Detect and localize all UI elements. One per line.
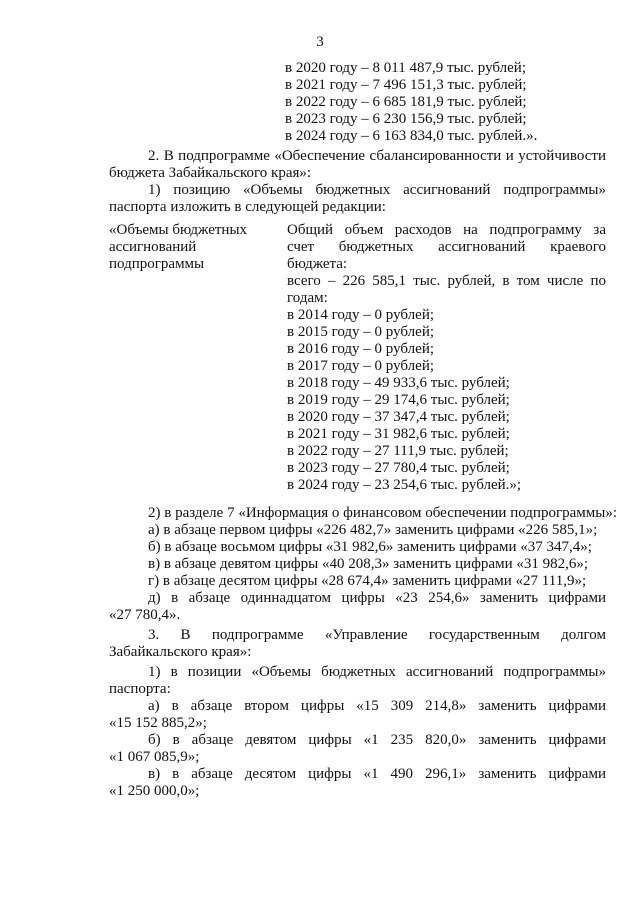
item2-sub2-d-cont: «27 780,4». (109, 607, 181, 623)
item2-heading-cont: бюджета Забайкальского края»: (109, 165, 312, 181)
passport-label: подпрограммы (109, 256, 205, 272)
top-year-line: в 2024 году – 6 163 834,0 тыс. рублей.». (285, 128, 538, 144)
top-year-line: в 2021 году – 7 496 151,3 тыс. рублей; (285, 77, 527, 93)
item2-sub2-g: г) в абзаце десятом цифры «28 674,4» заменить цифрами «27 111,9»; (148, 573, 587, 589)
item3-heading-cont: Забайкальского края»: (109, 644, 252, 660)
passport-year-line: в 2021 году – 31 982,6 тыс. рублей; (287, 426, 510, 442)
item3-a: а) в абзаце втором цифры «15 309 214,8» заменить цифрами (148, 698, 606, 714)
passport-label: «Объемы бюджетных (109, 222, 248, 238)
item2-sub2-d: д) в абзаце одиннадцатом цифры «23 254,6» заменить цифрами (148, 590, 606, 606)
item3-sub1-cont: паспорта: (109, 681, 171, 697)
item3-v-cont: «1 250 000,0»; (109, 783, 200, 799)
passport-body: счет бюджетных ассигнований краевого (287, 239, 606, 255)
page-number: 3 (316, 34, 324, 50)
passport-label: ассигнований (109, 239, 197, 255)
passport-year-line: в 2024 году – 23 254,6 тыс. рублей.»; (287, 477, 522, 493)
passport-year-line: в 2022 году – 27 111,9 тыс. рублей; (287, 443, 509, 459)
passport-year-line: в 2018 году – 49 933,6 тыс. рублей; (287, 375, 510, 391)
item2-sub1-cont: паспорта изложить в следующей редакции: (109, 199, 386, 215)
top-year-line: в 2020 году – 8 011 487,9 тыс. рублей; (285, 60, 526, 76)
top-year-line: в 2023 году – 6 230 156,9 тыс. рублей; (285, 111, 527, 127)
passport-year-line: в 2016 году – 0 рублей; (287, 341, 435, 357)
passport-year-line: в 2023 году – 27 780,4 тыс. рублей; (287, 460, 510, 476)
passport-body: бюджета: (287, 256, 348, 272)
passport-year-line: в 2015 году – 0 рублей; (287, 324, 435, 340)
passport-year-line: в 2014 году – 0 рублей; (287, 307, 435, 323)
top-year-line: в 2022 году – 6 685 181,9 тыс. рублей; (285, 94, 527, 110)
item3-a-cont: «15 152 885,2»; (109, 715, 207, 731)
item2-sub2-a: а) в абзаце первом цифры «226 482,7» заменить цифрами «226 585,1»; (148, 522, 598, 538)
passport-year-line: в 2020 году – 37 347,4 тыс. рублей; (287, 409, 510, 425)
passport-year-line: в 2019 году – 29 174,6 тыс. рублей; (287, 392, 510, 408)
passport-body: годам: (287, 290, 328, 306)
item2-sub2-b: б) в абзаце восьмом цифры «31 982,6» заменить цифрами «37 347,4»; (148, 539, 592, 555)
passport-body: Общий объем расходов на подпрограмму за (287, 222, 606, 238)
passport-body: всего – 226 585,1 тыс. рублей, в том числе по (287, 273, 606, 289)
item3-heading: 3. В подпрограмме «Управление государственным долгом (148, 627, 606, 643)
item3-b-cont: «1 067 085,9»; (109, 749, 200, 765)
passport-year-line: в 2017 году – 0 рублей; (287, 358, 435, 374)
item3-b: б) в абзаце девятом цифры «1 235 820,0» заменить цифрами (148, 732, 606, 748)
item2-heading: 2. В подпрограмме «Обеспечение сбалансированности и устойчивости (148, 148, 606, 164)
item3-sub1: 1) в позиции «Объемы бюджетных ассигнований подпрограммы» (148, 664, 606, 680)
item2-sub2-intro: 2) в разделе 7 «Информация о финансовом обеспечении подпрограммы»: (148, 505, 617, 521)
item3-v: в) в абзаце десятом цифры «1 490 296,1» заменить цифрами (148, 766, 606, 782)
item2-sub1: 1) позицию «Объемы бюджетных ассигнований подпрограммы» (148, 182, 606, 198)
item2-sub2-v: в) в абзаце девятом цифры «40 208,3» заменить цифрами «31 982,6»; (148, 556, 589, 572)
